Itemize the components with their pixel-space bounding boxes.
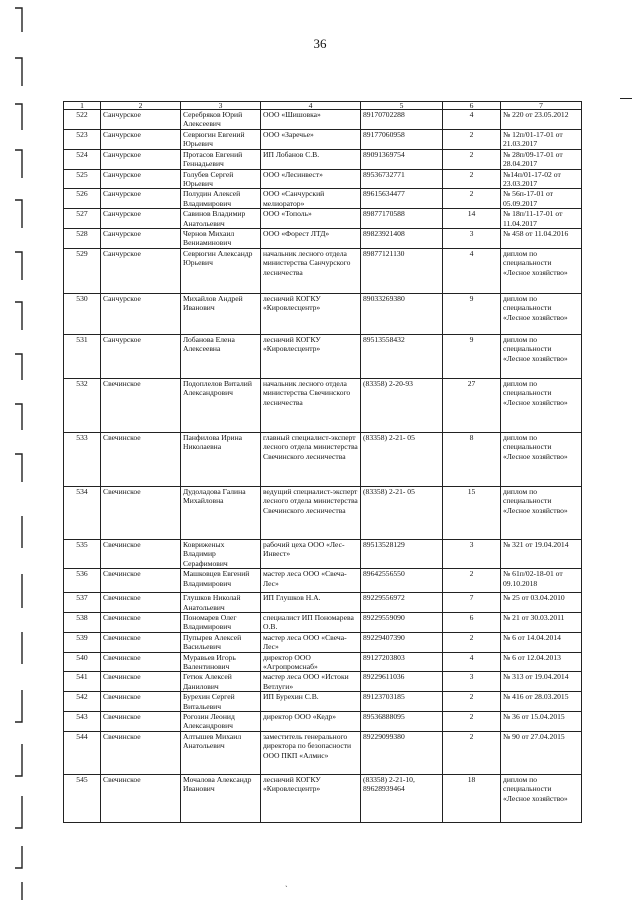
experience-years: 4 [443, 652, 501, 672]
column-number: 2 [101, 102, 181, 110]
forestry-name: Санчурское [101, 189, 181, 209]
organization-position: главный специалист-эксперт лесного отдела министерства Свечинского лесничества [261, 432, 361, 486]
row-number: 535 [64, 539, 101, 568]
experience-years: 4 [443, 110, 501, 130]
certificate-document: № 6 от 12.04.2013 [501, 652, 582, 672]
experience-years: 2 [443, 189, 501, 209]
organization-position: лесничий КОГКУ «Кировлесцентр» [261, 774, 361, 822]
phone-number: 89229099380 [361, 731, 443, 774]
experience-years: 6 [443, 612, 501, 632]
person-name: Севрюгин Александр Юрьевич [181, 248, 261, 293]
phone-number: 89229556972 [361, 593, 443, 613]
experience-years: 8 [443, 432, 501, 486]
certificate-document: № 416 от 28.03.2015 [501, 692, 582, 712]
person-name: Пупырев Алексей Васильевич [181, 632, 261, 652]
phone-number: (83358) 2-21-10, 89628939464 [361, 774, 443, 822]
experience-years: 18 [443, 774, 501, 822]
forestry-name: Свечинское [101, 652, 181, 672]
organization-position: лесничий КОГКУ «Кировлесцентр» [261, 293, 361, 334]
table-row [64, 169, 582, 189]
forestry-name: Санчурское [101, 209, 181, 229]
column-number-row [64, 102, 582, 110]
organization-position: ООО «Шишовка» [261, 110, 361, 130]
table-row [64, 293, 582, 334]
phone-number: 89229611036 [361, 672, 443, 692]
table-row [64, 486, 582, 539]
certificate-document: № 21 от 30.03.2011 [501, 612, 582, 632]
person-name: Полудин Алексей Владимирович [181, 189, 261, 209]
table-row [64, 149, 582, 169]
forestry-name: Свечинское [101, 486, 181, 539]
forestry-name: Свечинское [101, 378, 181, 432]
row-number: 538 [64, 612, 101, 632]
experience-years: 14 [443, 209, 501, 229]
phone-number: 89123703185 [361, 692, 443, 712]
row-number: 527 [64, 209, 101, 229]
column-number: 1 [64, 102, 101, 110]
experience-years: 2 [443, 632, 501, 652]
organization-position: заместитель генерального директора по безопасности ООО ПКП «Алмис» [261, 731, 361, 774]
row-number: 536 [64, 569, 101, 593]
table-row [64, 209, 582, 229]
organization-position: ИП Глушков Н.А. [261, 593, 361, 613]
row-number: 524 [64, 149, 101, 169]
organization-position: ведущий специалист-эксперт лесного отдела министерства Свечинского лесничества [261, 486, 361, 539]
certificate-document: № 458 от 11.04.2016 [501, 229, 582, 249]
phone-number: (83358) 2-21- 05 [361, 432, 443, 486]
experience-years: 3 [443, 229, 501, 249]
certificate-document: диплом по специальности «Лесное хозяйство» [501, 378, 582, 432]
certificate-document: диплом по специальности «Лесное хозяйство» [501, 432, 582, 486]
person-name: Дудоладова Галина Михайловна [181, 486, 261, 539]
certificate-document: № 313 от 19.04.2014 [501, 672, 582, 692]
organization-position: ИП Лобанов С.В. [261, 149, 361, 169]
certificate-document: № 18п/11-17-01 от 11.04.2017 [501, 209, 582, 229]
row-number: 533 [64, 432, 101, 486]
experience-years: 2 [443, 569, 501, 593]
certificate-document: № 321 от 19.04.2014 [501, 539, 582, 568]
organization-position: ООО «Тополь» [261, 209, 361, 229]
phone-number: 89513528129 [361, 539, 443, 568]
person-name: Чернов Михаил Вениаминович [181, 229, 261, 249]
experience-years: 2 [443, 711, 501, 731]
forestry-name: Свечинское [101, 569, 181, 593]
registry-table [63, 101, 582, 823]
row-number: 539 [64, 632, 101, 652]
person-name: Муравьев Игорь Валентинович [181, 652, 261, 672]
person-name: Машковцев Евгений Владимирович [181, 569, 261, 593]
phone-number: 89229559090 [361, 612, 443, 632]
phone-number: (83358) 2-20-93 [361, 378, 443, 432]
forestry-name: Свечинское [101, 672, 181, 692]
table-row [64, 334, 582, 378]
row-number: 531 [64, 334, 101, 378]
forestry-name: Свечинское [101, 731, 181, 774]
scan-mark: ˎ [285, 878, 288, 887]
column-number: 7 [501, 102, 582, 110]
person-name: Протасов Евгений Геннадьевич [181, 149, 261, 169]
experience-years: 2 [443, 692, 501, 712]
table-row [64, 672, 582, 692]
phone-number: 89229407390 [361, 632, 443, 652]
organization-position: мастер леса ООО «Свеча-Лес» [261, 632, 361, 652]
certificate-document: № 28п/09-17-01 от 28.04.2017 [501, 149, 582, 169]
forestry-name: Свечинское [101, 774, 181, 822]
organization-position: начальник лесного отдела министерства Свечинского лесничества [261, 378, 361, 432]
person-name: Савинов Владимир Анатольевич [181, 209, 261, 229]
experience-years: 27 [443, 378, 501, 432]
phone-number: 89091369754 [361, 149, 443, 169]
row-number: 532 [64, 378, 101, 432]
table-row [64, 189, 582, 209]
experience-years: 2 [443, 169, 501, 189]
row-number: 540 [64, 652, 101, 672]
experience-years: 9 [443, 293, 501, 334]
organization-position: мастер леса ООО «Истоки Ветлуги» [261, 672, 361, 692]
phone-number: 89877121130 [361, 248, 443, 293]
forestry-name: Санчурское [101, 334, 181, 378]
row-number: 523 [64, 130, 101, 150]
phone-number: 89642556550 [361, 569, 443, 593]
phone-number: 89877170588 [361, 209, 443, 229]
organization-position: директор ООО «Кедр» [261, 711, 361, 731]
row-number: 537 [64, 593, 101, 613]
row-number: 534 [64, 486, 101, 539]
phone-number: 89823921408 [361, 229, 443, 249]
certificate-document: №14п/01-17-02 от 23.03.2017 [501, 169, 582, 189]
forestry-name: Свечинское [101, 432, 181, 486]
table-row [64, 652, 582, 672]
row-number: 542 [64, 692, 101, 712]
phone-number: 89033269380 [361, 293, 443, 334]
person-name: Михайлов Андрей Иванович [181, 293, 261, 334]
certificate-document: № 36 от 15.04.2015 [501, 711, 582, 731]
organization-position: рабочий цеха ООО «Лес-Инвест» [261, 539, 361, 568]
phone-number: 89127203803 [361, 652, 443, 672]
experience-years: 9 [443, 334, 501, 378]
row-number: 544 [64, 731, 101, 774]
table-row [64, 731, 582, 774]
certificate-document: № 90 от 27.04.2015 [501, 731, 582, 774]
table-row [64, 378, 582, 432]
experience-years: 3 [443, 672, 501, 692]
person-name: Бурехин Сергей Витальевич [181, 692, 261, 712]
row-number: 541 [64, 672, 101, 692]
certificate-document: № 6 от 14.04.2014 [501, 632, 582, 652]
experience-years: 2 [443, 130, 501, 150]
forestry-name: Свечинское [101, 711, 181, 731]
binding-marks [0, 0, 40, 905]
person-name: Рогозин Леонид Александрович [181, 711, 261, 731]
organization-position: специалист ИП Пономарева О.В. [261, 612, 361, 632]
row-number: 525 [64, 169, 101, 189]
table-row [64, 248, 582, 293]
table-row [64, 692, 582, 712]
column-number: 4 [261, 102, 361, 110]
forestry-name: Санчурское [101, 110, 181, 130]
person-name: Панфилова Ирина Николаевна [181, 432, 261, 486]
forestry-name: Санчурское [101, 149, 181, 169]
experience-years: 15 [443, 486, 501, 539]
person-name: Лобанова Елена Алексеевна [181, 334, 261, 378]
person-name: Ковриженых Владимир Серафимович [181, 539, 261, 568]
page-number: 36 [313, 36, 327, 51]
phone-number: 89536888095 [361, 711, 443, 731]
certificate-document: № 12п/01-17-01 от 21.03.2017 [501, 130, 582, 150]
person-name: Глушков Николай Анатольевич [181, 593, 261, 613]
row-number: 545 [64, 774, 101, 822]
organization-position: ООО «Заречье» [261, 130, 361, 150]
phone-number: 89177060958 [361, 130, 443, 150]
forestry-name: Санчурское [101, 169, 181, 189]
phone-number: 89615634477 [361, 189, 443, 209]
certificate-document: диплом по специальности «Лесное хозяйство» [501, 774, 582, 822]
phone-number: (83358) 2-21- 05 [361, 486, 443, 539]
forestry-name: Свечинское [101, 632, 181, 652]
certificate-document: № 220 от 23.05.2012 [501, 110, 582, 130]
table-row [64, 612, 582, 632]
experience-years: 2 [443, 731, 501, 774]
organization-position: лесничий КОГКУ «Кировлесцентр» [261, 334, 361, 378]
forestry-name: Санчурское [101, 293, 181, 334]
person-name: Пономарев Олег Владимирович [181, 612, 261, 632]
experience-years: 4 [443, 248, 501, 293]
table-row [64, 432, 582, 486]
person-name: Подоплелов Виталий Александрович [181, 378, 261, 432]
certificate-document: № 56п-17-01 от 05.09.2017 [501, 189, 582, 209]
forestry-name: Свечинское [101, 539, 181, 568]
row-number: 526 [64, 189, 101, 209]
organization-position: ООО «Форест ЛТД» [261, 229, 361, 249]
edge-mark [620, 98, 632, 99]
forestry-name: Санчурское [101, 229, 181, 249]
row-number: 528 [64, 229, 101, 249]
row-number: 529 [64, 248, 101, 293]
table-row [64, 774, 582, 822]
organization-position: ООО «Санчурский мелиоратор» [261, 189, 361, 209]
phone-number: 89170702288 [361, 110, 443, 130]
certificate-document: диплом по специальности «Лесное хозяйство» [501, 248, 582, 293]
experience-years: 2 [443, 149, 501, 169]
row-number: 543 [64, 711, 101, 731]
table-row [64, 632, 582, 652]
column-number: 5 [361, 102, 443, 110]
person-name: Серебряков Юрий Алексеевич [181, 110, 261, 130]
table-row [64, 130, 582, 150]
table-row [64, 711, 582, 731]
phone-number: 89513558432 [361, 334, 443, 378]
certificate-document: № 25 от 03.04.2010 [501, 593, 582, 613]
person-name: Голубев Сергей Юрьевич [181, 169, 261, 189]
forestry-name: Свечинское [101, 612, 181, 632]
person-name: Гетюк Алексей Данилович [181, 672, 261, 692]
row-number: 522 [64, 110, 101, 130]
certificate-document: диплом по специальности «Лесное хозяйство» [501, 486, 582, 539]
certificate-document: диплом по специальности «Лесное хозяйство» [501, 334, 582, 378]
table-row [64, 229, 582, 249]
person-name: Мочалова Александр Иванович [181, 774, 261, 822]
organization-position: мастер леса ООО «Свеча-Лес» [261, 569, 361, 593]
experience-years: 3 [443, 539, 501, 568]
organization-position: ООО «Лесинвест» [261, 169, 361, 189]
table-row [64, 569, 582, 593]
certificate-document: диплом по специальности «Лесное хозяйство» [501, 293, 582, 334]
forestry-name: Свечинское [101, 692, 181, 712]
certificate-document: № 61п/02-18-01 от 09.10.2018 [501, 569, 582, 593]
row-number: 530 [64, 293, 101, 334]
organization-position: начальник лесного отдела министерства Санчурского лесничества [261, 248, 361, 293]
column-number: 6 [443, 102, 501, 110]
organization-position: директор ООО «Агропромснаб» [261, 652, 361, 672]
phone-number: 89536732771 [361, 169, 443, 189]
person-name: Алтышев Михаил Анатольевич [181, 731, 261, 774]
column-number: 3 [181, 102, 261, 110]
organization-position: ИП Бурехин С.В. [261, 692, 361, 712]
experience-years: 7 [443, 593, 501, 613]
forestry-name: Санчурское [101, 130, 181, 150]
table-row [64, 539, 582, 568]
table-row [64, 110, 582, 130]
person-name: Севрюгин Евгений Юрьевич [181, 130, 261, 150]
forestry-name: Санчурское [101, 248, 181, 293]
forestry-name: Свечинское [101, 593, 181, 613]
table-row [64, 593, 582, 613]
